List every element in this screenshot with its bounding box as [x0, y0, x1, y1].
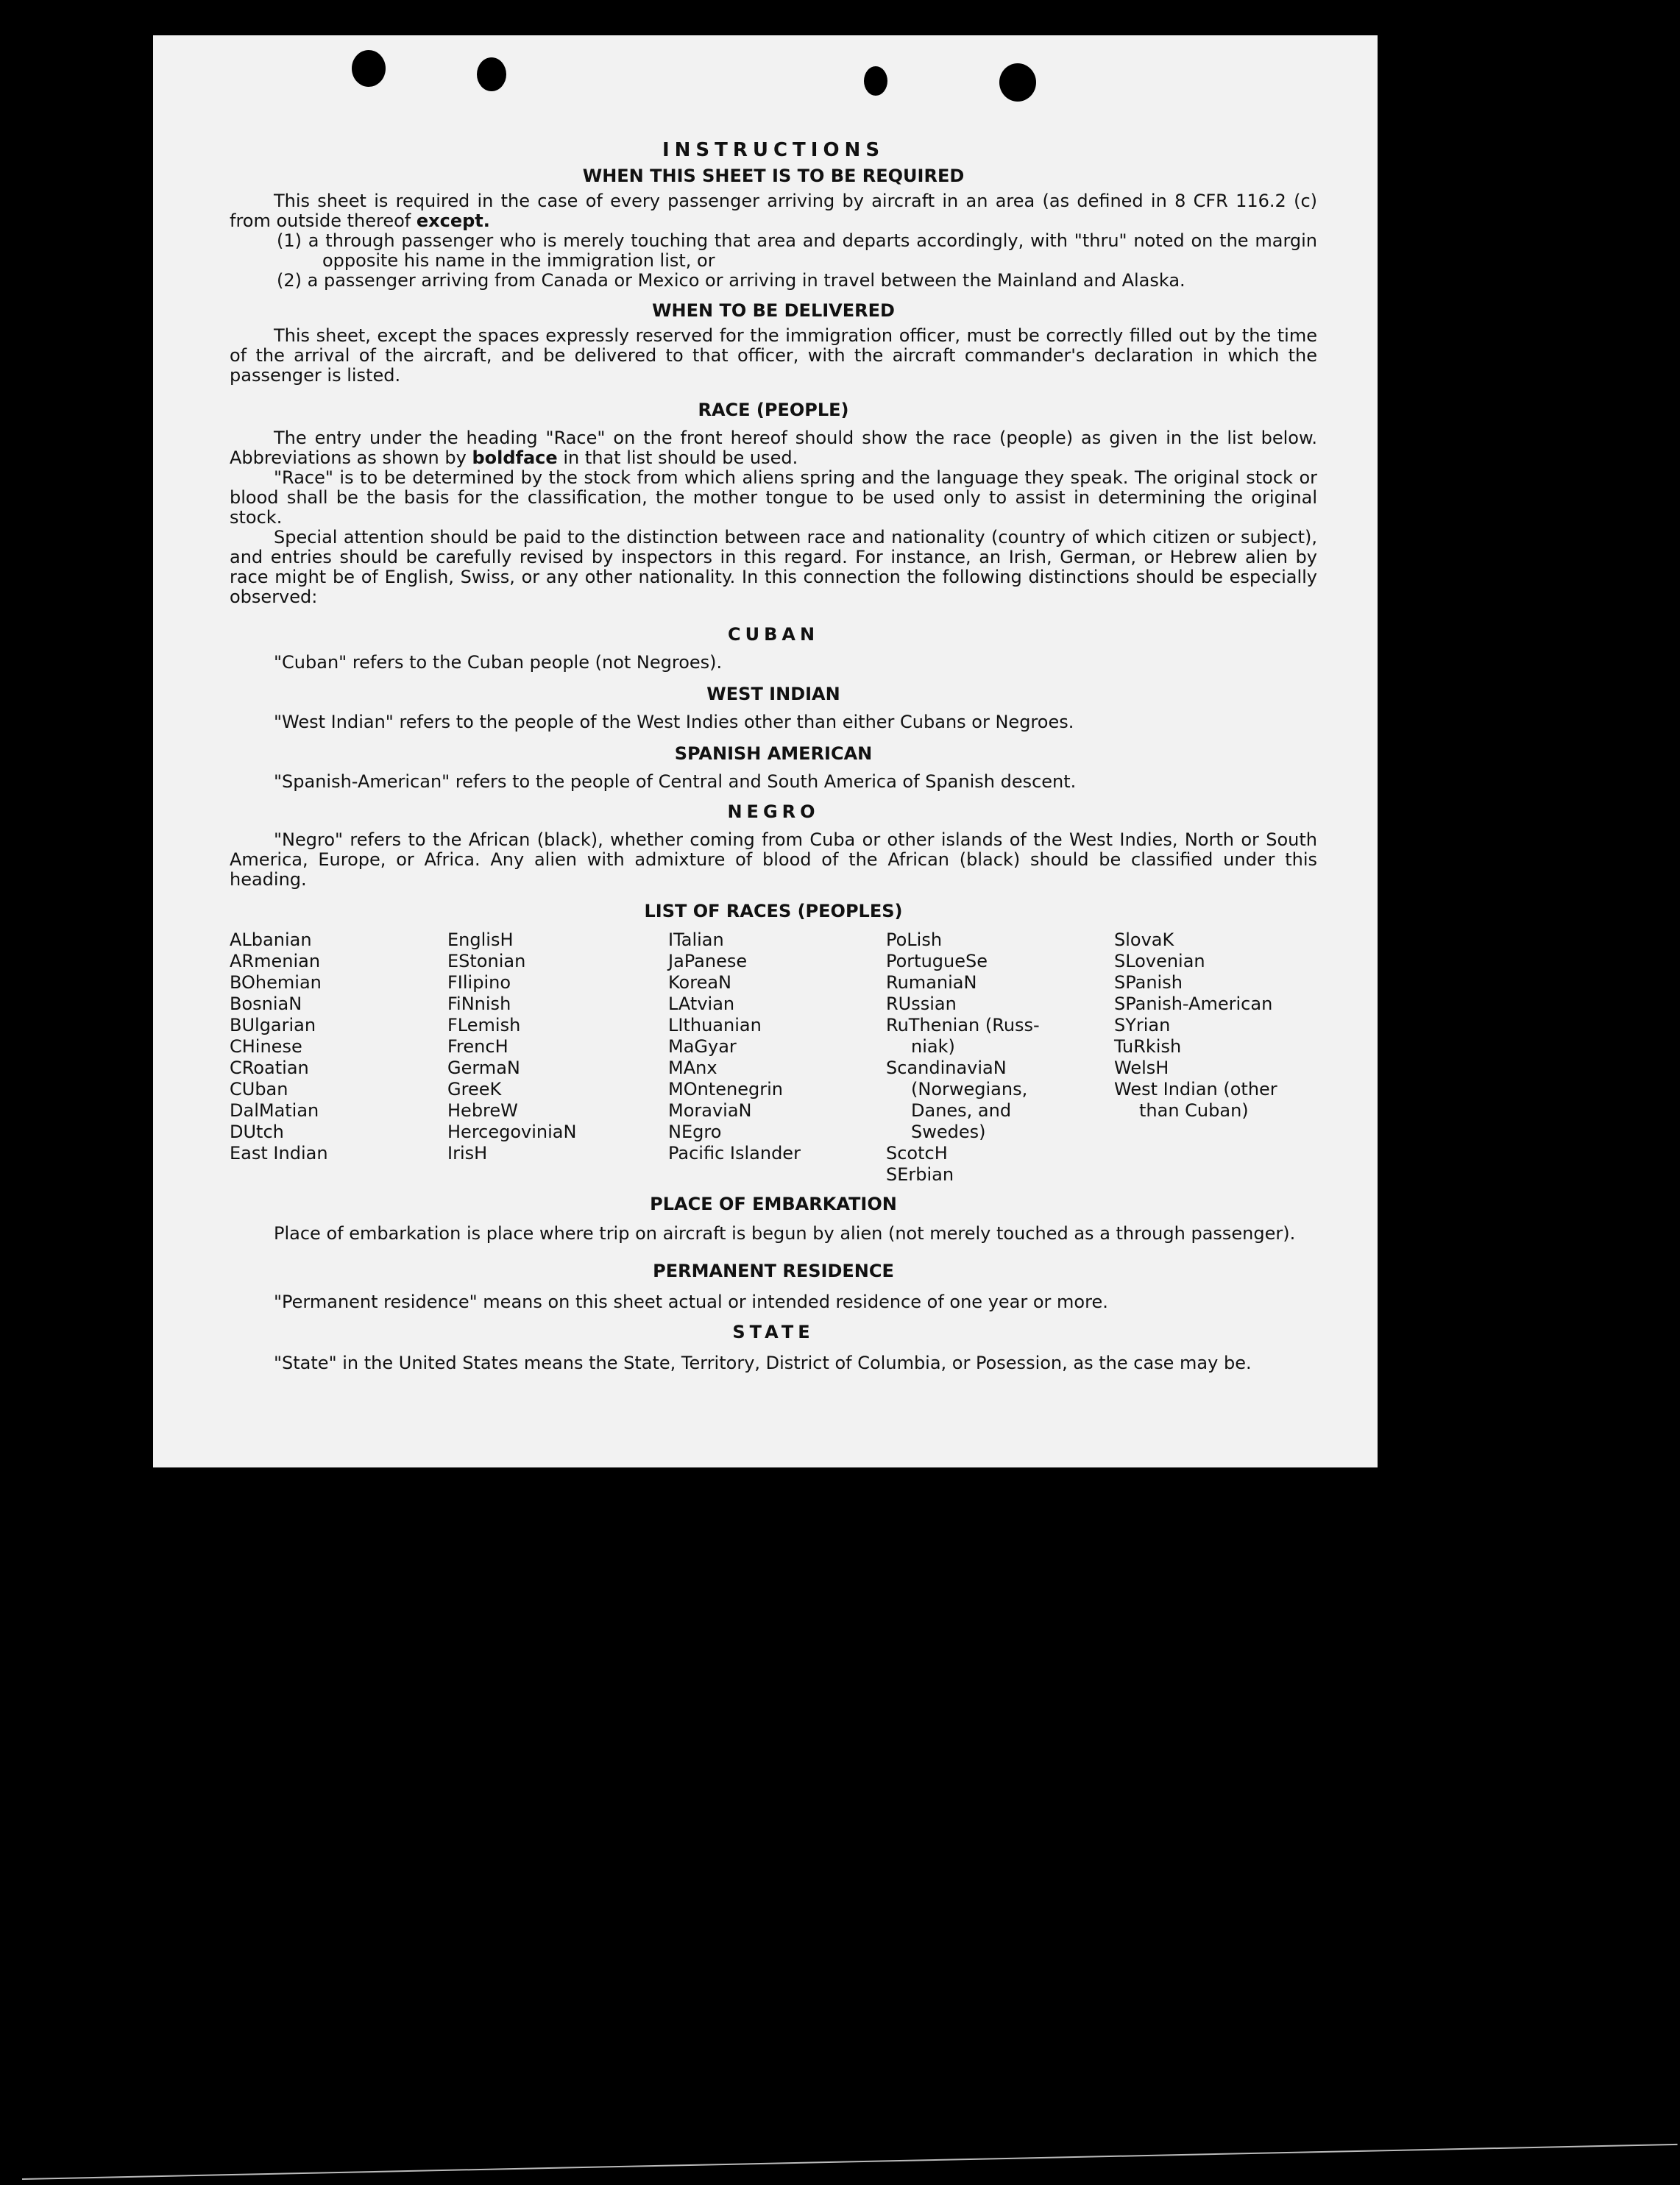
negro-text: "Negro" refers to the African (black), whether coming from Cuba or other islands of the West Indies, North or South America, Europe, or Africa. Any alien with admixture of blood of the African (black) should be classified under this heading. — [230, 829, 1317, 890]
punch-hole — [477, 57, 506, 91]
intro-text: This sheet is required in the case of every passenger arriving by aircraft in an area (as defined in 8 CFR 116.2 (c) from outside thereof — [230, 191, 1317, 231]
races-column-2 — [447, 929, 668, 1186]
section-heading-negro: NEGRO — [727, 801, 820, 822]
race-entry: MOntenegrin — [668, 1079, 783, 1099]
section-heading-races-list: LIST OF RACES (PEOPLES) — [644, 901, 903, 921]
race-entry: SPanish — [1114, 972, 1183, 993]
scan-edge-line — [22, 2144, 1678, 2180]
punch-hole — [999, 63, 1036, 102]
race-entry: DUtch — [230, 1122, 284, 1142]
embarkation-text: Place of embarkation is place where trip on aircraft is begun by alien (not merely touched as a through passenger). — [274, 1223, 1296, 1244]
race-entry: CRoatian — [230, 1058, 309, 1078]
race-entry: niak) — [911, 1036, 955, 1057]
section-heading-race: RACE (PEOPLE) — [698, 400, 849, 420]
section-heading-state: STATE — [732, 1322, 815, 1342]
race-entry: KoreaN — [668, 972, 731, 993]
race-entry: BOhemian — [230, 972, 322, 993]
race-entry: RUssian — [886, 994, 957, 1014]
section-heading-residence: PERMANENT RESIDENCE — [653, 1261, 894, 1281]
race-p1-text: The entry under the heading "Race" on the front hereof should show the race (people) as given in the list below. Abbreviations as shown by — [230, 428, 1317, 468]
race-entry: SlovaK — [1114, 929, 1174, 950]
race-entry: West Indian (other — [1114, 1079, 1277, 1099]
race-entry: MoraviaN — [668, 1100, 752, 1121]
races-column-4 — [886, 929, 1114, 1186]
race-entry: FIlipino — [447, 972, 511, 993]
race-entry: FiNnish — [447, 994, 511, 1014]
race-entry: BosniaN — [230, 994, 302, 1014]
punch-hole — [352, 50, 386, 87]
west-indian-text: "West Indian" refers to the people of the West Indies other than either Cubans or Negroes. — [274, 712, 1074, 732]
section-heading-required: WHEN THIS SHEET IS TO BE REQUIRED — [582, 166, 965, 186]
page-title: INSTRUCTIONS — [662, 139, 885, 161]
race-entry: JaPanese — [668, 951, 748, 971]
race-entry: ScotcH — [886, 1143, 948, 1164]
race-entry: ALbanian — [230, 929, 312, 950]
race-entry: LAtvian — [668, 994, 735, 1014]
race-entry: PoLish — [886, 929, 943, 950]
race-entry: Swedes) — [911, 1122, 986, 1142]
races-column-1 — [230, 929, 447, 1186]
race-paragraph-2: "Race" is to be determined by the stock from which aliens spring and the language they speak. The original stock or blood shall be the basis for the classification, the mother tongue to be used only to assist in determining the original stock. — [230, 467, 1317, 528]
race-entry: NEgro — [668, 1122, 722, 1142]
section-heading-cuban: CUBAN — [727, 624, 820, 645]
races-column-3 — [668, 929, 886, 1186]
state-text: "State" in the United States means the State, Territory, District of Columbia, or Posession, as the case may be. — [274, 1353, 1252, 1373]
race-entry: ScandinaviaN — [886, 1058, 1007, 1078]
race-entry: LIthuanian — [668, 1015, 762, 1035]
race-entry: PortugueSe — [886, 951, 988, 971]
race-p1-bold: boldface — [472, 447, 558, 468]
race-paragraph-1 — [230, 428, 1317, 468]
race-entry: SLovenian — [1114, 951, 1205, 971]
race-entry: Danes, and — [911, 1100, 1012, 1121]
races-column-5 — [1114, 929, 1317, 1186]
race-entry: GreeK — [447, 1079, 502, 1099]
race-entry: MAnx — [668, 1058, 717, 1078]
section-required-intro — [230, 191, 1317, 231]
section-heading-west-indian: WEST INDIAN — [706, 684, 840, 704]
instructions-content — [230, 138, 1317, 1373]
race-entry: DalMatian — [230, 1100, 319, 1121]
residence-text: "Permanent residence" means on this sheet actual or intended residence of one year or more. — [274, 1292, 1108, 1312]
race-entry: RuThenian (Russ- — [886, 1015, 1040, 1035]
race-entry: Pacific Islander — [668, 1143, 801, 1164]
race-entry: East Indian — [230, 1143, 328, 1164]
race-entry: ITalian — [668, 929, 724, 950]
document-page — [153, 35, 1378, 1467]
race-entry: MaGyar — [668, 1036, 737, 1057]
race-entry: FrencH — [447, 1036, 508, 1057]
section-heading-spanish-american: SPANISH AMERICAN — [674, 743, 873, 764]
cuban-text: "Cuban" refers to the Cuban people (not Negroes). — [274, 652, 723, 673]
race-entry: SErbian — [886, 1164, 954, 1185]
race-entry: EnglisH — [447, 929, 514, 950]
section-heading-delivered: WHEN TO BE DELIVERED — [652, 300, 895, 321]
race-entry: BUlgarian — [230, 1015, 316, 1035]
race-entry: than Cuban) — [1139, 1100, 1249, 1121]
races-list — [230, 929, 1317, 1186]
race-entry: CUban — [230, 1079, 288, 1099]
intro-bold: except. — [416, 210, 490, 231]
race-paragraph-3: Special attention should be paid to the distinction between race and nationality (country of which citizen or subject), and entries should be carefully revised by inspectors in this regard. For instance, an Irish, German, or Hebrew alien by race might be of English, Swiss, or any other nationality. In this connection the following distinctions should be especially observed: — [230, 527, 1317, 607]
spanish-american-text: "Spanish-American" refers to the people of Central and South America of Spanish descent. — [274, 771, 1077, 792]
race-entry: (Norwegians, — [911, 1079, 1028, 1099]
race-entry: WelsH — [1114, 1058, 1169, 1078]
race-entry: CHinese — [230, 1036, 302, 1057]
section-delivered-text: This sheet, except the spaces expressly reserved for the immigration officer, must be correctly filled out by the time of the arrival of the aircraft, and be delivered to that officer, with the aircraft commander's declaration in which the passenger is listed. — [230, 325, 1317, 386]
section-heading-embarkation: PLACE OF EMBARKATION — [650, 1194, 897, 1214]
race-entry: GermaN — [447, 1058, 520, 1078]
race-entry: RumaniaN — [886, 972, 977, 993]
exception-item: (1) a through passenger who is merely touching that area and departs accordingly, with "thru" noted on the margin opposite his name in the immigration list, or — [277, 230, 1317, 271]
race-entry: ARmenian — [230, 951, 321, 971]
race-entry: HercegoviniaN — [447, 1122, 577, 1142]
race-entry: IrisH — [447, 1143, 488, 1164]
race-entry: HebreW — [447, 1100, 518, 1121]
race-p1-text-end: in that list should be used. — [563, 447, 798, 468]
exception-item: (2) a passenger arriving from Canada or Mexico or arriving in travel between the Mainland and Alaska. — [277, 270, 1185, 291]
race-entry: EStonian — [447, 951, 526, 971]
race-entry: SPanish-American — [1114, 994, 1273, 1014]
race-entry: SYrian — [1114, 1015, 1171, 1035]
punch-hole — [864, 66, 887, 96]
race-entry: FLemish — [447, 1015, 521, 1035]
race-entry: TuRkish — [1114, 1036, 1182, 1057]
